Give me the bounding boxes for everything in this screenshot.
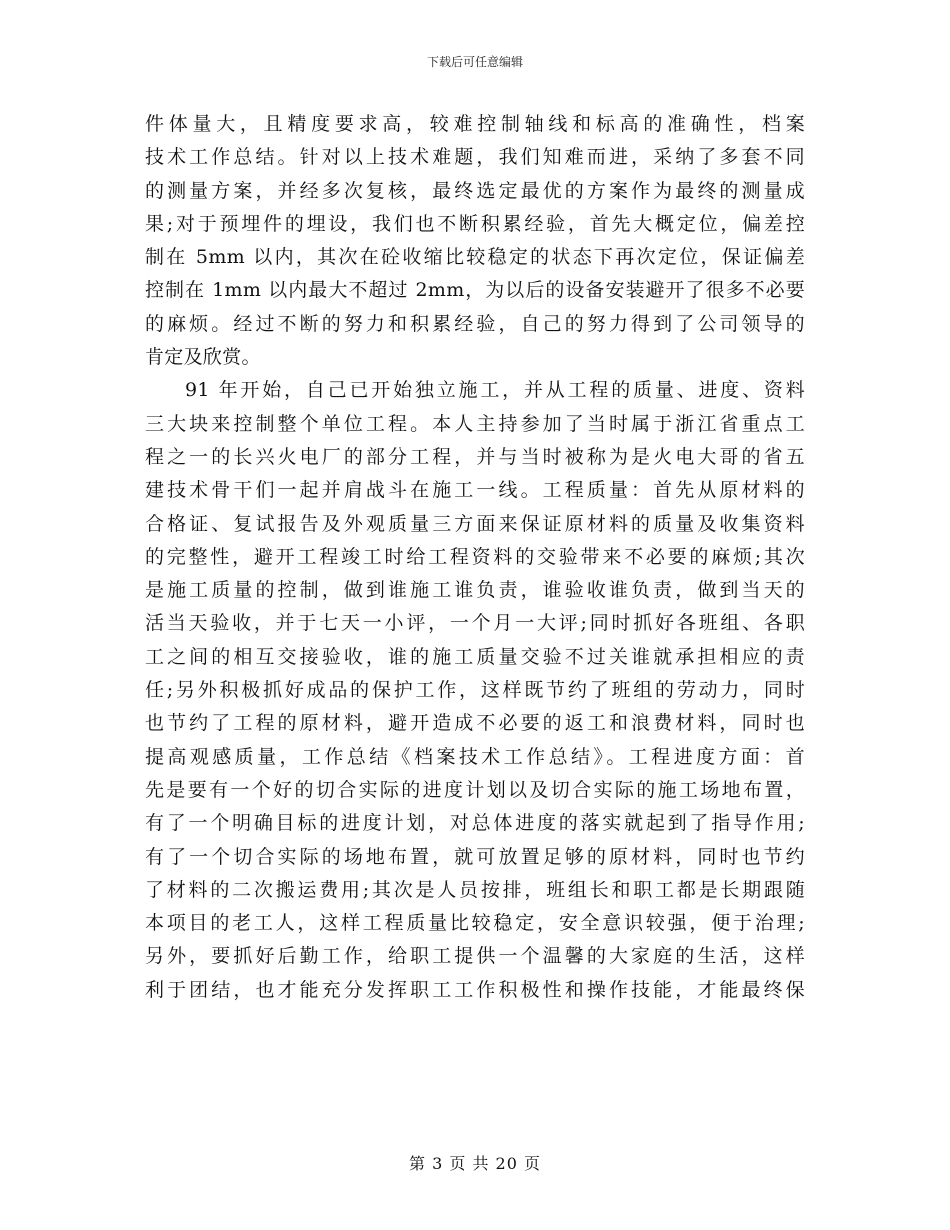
text-line: 活当天验收，并于七天一小评，一个月一大评;同时抓好各班组、各职	[145, 612, 805, 635]
text-line: 任;另外积极抓好成品的保护工作，这样既节约了班组的劳动力，同时	[145, 679, 805, 702]
text-line: 的麻烦。经过不断的努力和积累经验，自己的努力得到了公司领导的	[145, 312, 805, 335]
text-line: 建技术骨干们一起并肩战斗在施工一线。工程质量：首先从原材料的	[145, 479, 805, 502]
text-line: 的完整性，避开工程竣工时给工程资料的交验带来不必要的麻烦;其次	[145, 545, 805, 568]
text-line: 的测量方案，并经多次复核，最终选定最优的方案作为最终的测量成	[145, 179, 805, 202]
text-line: 是施工质量的控制，做到谁施工谁负责，谁验收谁负责，做到当天的	[145, 579, 805, 602]
text-line: 工之间的相互交接验收，谁的施工质量交验不过关谁就承担相应的责	[145, 645, 805, 668]
text-line: 本项目的老工人，这样工程质量比较稳定，安全意识较强，便于治理;	[145, 912, 805, 935]
text-line: 另外，要抓好后勤工作，给职工提供一个温馨的大家庭的生活，这样	[145, 945, 805, 968]
text-line: 有了一个切合实际的场地布置，就可放置足够的原材料，同时也节约	[145, 845, 805, 868]
text-line: 三大块来控制整个单位工程。本人主持参加了当时属于浙江省重点工	[145, 412, 805, 435]
paragraph-2	[145, 374, 805, 1007]
text-line: 利于团结，也才能充分发挥职工工作积极性和操作技能，才能最终保	[145, 978, 805, 1001]
page-number-footer: 第 3 页 共 20 页	[409, 1154, 541, 1173]
text-line: 91 年开始，自己已开始独立施工，并从工程的质量、进度、资料	[185, 379, 805, 402]
text-line: 技术工作总结。针对以上技术难题，我们知难而进，采纳了多套不同	[145, 146, 805, 169]
text-line: 也节约了工程的原材料，避开造成不必要的返工和浪费材料，同时也	[145, 712, 805, 735]
text-line: 有了一个明确目标的进度计划，对总体进度的落实就起到了指导作用;	[145, 812, 805, 835]
text-line: 控制在 1mm 以内最大不超过 2mm，为以后的设备安装避开了很多不必要	[145, 279, 805, 302]
text-line: 合格证、复试报告及外观质量三方面来保证原材料的质量及收集资料	[145, 512, 805, 535]
document-body	[145, 108, 805, 1007]
text-line: 肯定及欣赏。	[145, 346, 261, 369]
text-line: 制在 5mm 以内，其次在砼收缩比较稳定的状态下再次定位，保证偏差	[145, 246, 805, 269]
text-line: 果;对于预埋件的埋设，我们也不断积累经验，首先大概定位，偏差控	[145, 212, 805, 235]
text-line: 提高观感质量，工作总结《档案技术工作总结》。工程进度方面：首	[145, 745, 805, 768]
text-line: 件体量大，且精度要求高，较难控制轴线和标高的准确性，档案	[145, 113, 805, 135]
text-line: 了材料的二次搬运费用;其次是人员按排，班组长和职工都是长期跟随	[145, 878, 805, 901]
page-header: 下载后可任意编辑	[426, 55, 523, 69]
text-line: 程之一的长兴火电厂的部分工程，并与当时被称为是火电大哥的省五	[145, 445, 805, 468]
text-line: 先是要有一个好的切合实际的进度计划以及切合实际的施工场地布置，	[145, 778, 805, 801]
paragraph-1	[145, 108, 805, 374]
